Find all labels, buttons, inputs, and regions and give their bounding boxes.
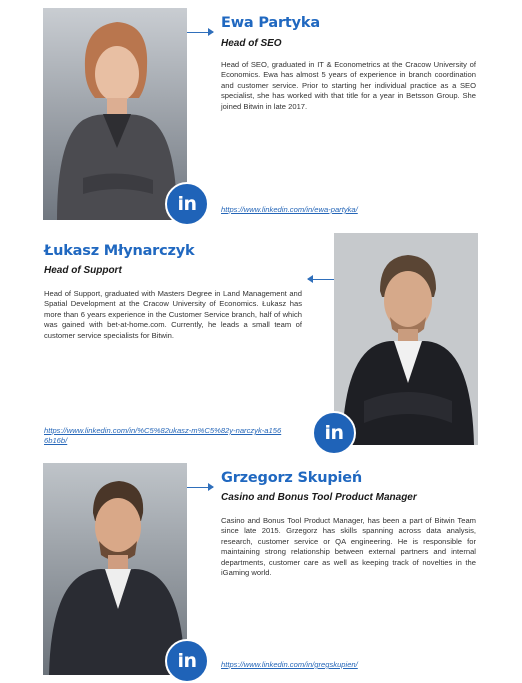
member-role: Head of Support [44,265,122,276]
profile-photo [334,233,478,445]
linkedin-label: in [177,650,197,672]
member-bio: Head of Support, graduated with Masters Degree in Land Management and Spatial Development at the Cracow University of Economics. Łukasz has more than 6 years experience in the Customer Service branch, half of which was gained with bet-at-home.com. Currently, he leads a small team of customer service specialists for Bitwin. [44,289,302,340]
person-silhouette [43,463,187,675]
linkedin-link[interactable]: https://www.linkedin.com/in/ewa-partyka/ [221,205,358,214]
team-member-card [0,455,522,682]
member-bio: Casino and Bonus Tool Product Manager, has been a part of Bitwin Team since late 2015. Grzegorz has skills spanning across data analysis, research, customer service or QA engineering. He is responsible for maintaining strong relationship between external partners and internal departments, customer care as well as keeping track of novelties in the iGaming world. [221,516,476,578]
divider [187,32,213,33]
linkedin-icon[interactable] [165,182,209,226]
linkedin-icon[interactable] [165,639,209,683]
person-silhouette [334,233,478,445]
divider [308,279,334,280]
linkedin-label: in [177,193,197,215]
profile-photo [43,463,187,675]
linkedin-link[interactable]: https://www.linkedin.com/in/gregskupien/ [221,660,358,669]
linkedin-icon[interactable] [312,411,356,455]
linkedin-link[interactable]: https://www.linkedin.com/in/%C5%82ukasz-m%C5%82y-narczyk-a1566b16b/ [44,426,282,445]
profile-photo [43,8,187,220]
divider [187,487,213,488]
linkedin-label: in [324,422,344,444]
member-role: Head of SEO [221,38,282,49]
team-member-card [0,0,522,225]
member-role: Casino and Bonus Tool Product Manager [221,492,417,503]
member-name: Grzegorz Skupień [221,470,363,486]
member-name: Ewa Partyka [221,15,320,31]
member-name: Łukasz Młynarczyk [44,243,195,259]
team-member-card [0,225,522,455]
person-silhouette [43,8,187,220]
member-bio: Head of SEO, graduated in IT & Econometrics at the Cracow University of Economics. Ewa has almost 5 years of experience in branch coordination and customer service. Prior to starting her individual practice as a SEO specialist, she has worked with that title for a year in Betsson Group. She joined Bitwin in late 2017. [221,60,476,111]
